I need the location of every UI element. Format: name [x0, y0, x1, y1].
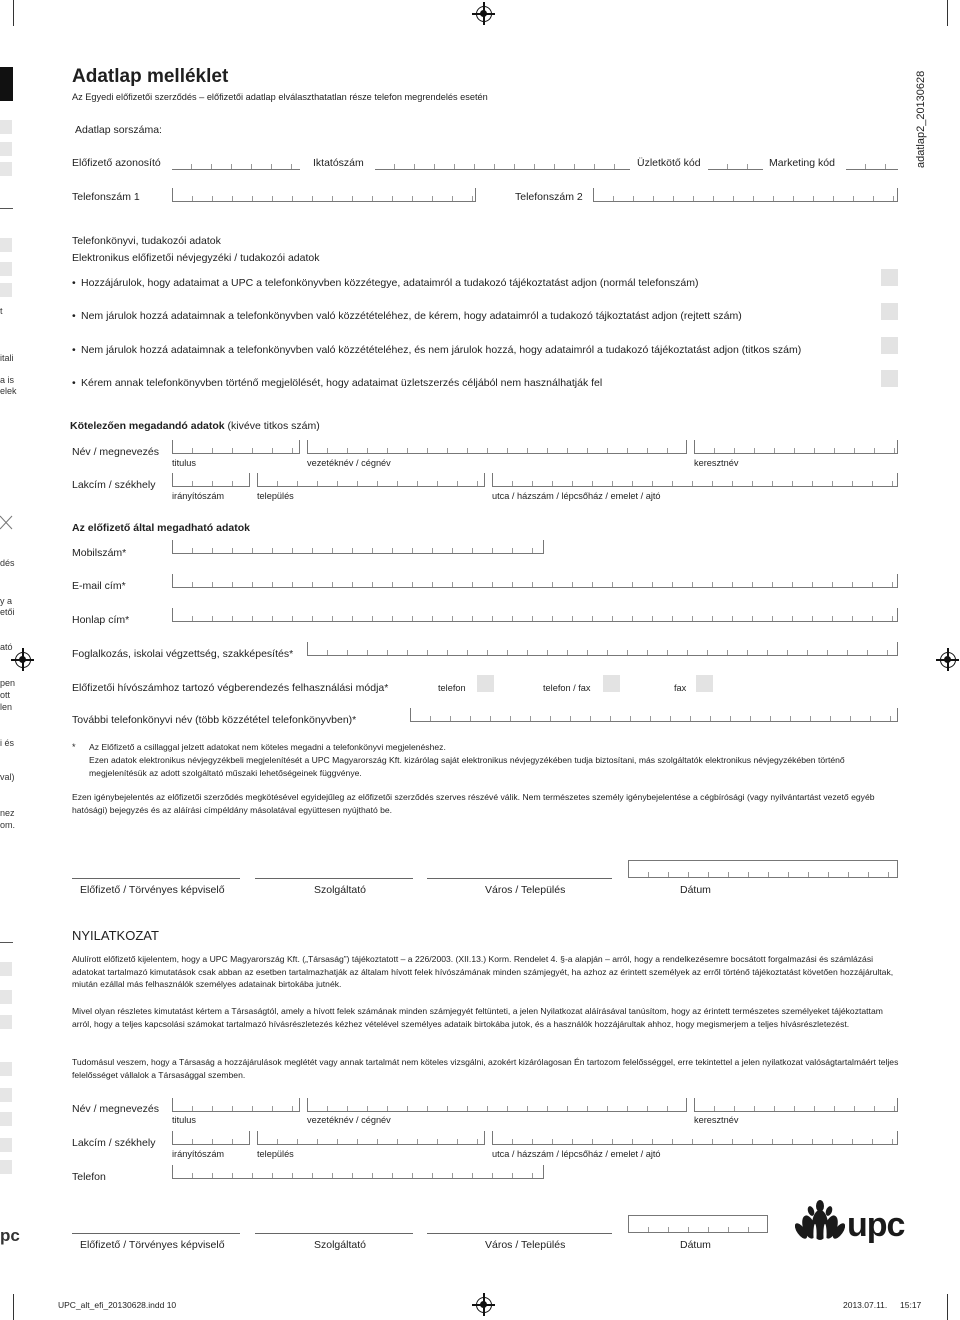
decl-date-signature-label: Dátum	[680, 1239, 711, 1251]
upc-flame-icon	[795, 1198, 845, 1250]
street-sublabel: utca / házszám / lépcsőház / emelet / ajtó	[492, 491, 661, 501]
margin-fragment: len	[0, 702, 13, 712]
declaration-paragraph-2: Mivel olyan részletes kimutatást kértem a Társaságtól, amely a hívott felek számának minden számjegyét feltünteti, a jelen Nyilatkozat aláírásával tanúsítom, hogy az érintett természetes személyeket tájékoztattam arról, hogy a teljes kapcsolási számokat tartalmazó hívásrészletezés kézhez vételével személyes adataik birtokába jutok, és a használók hozzájárultak ahhoz, hogy megismerjem a teljes hívásrészletezést.	[72, 1006, 883, 1029]
zip-field[interactable]	[172, 473, 250, 487]
margin-checkbox	[0, 120, 12, 134]
title-sublabel: titulus	[172, 458, 197, 468]
decl-address-label: Lakcím / székhely	[72, 1137, 156, 1149]
device-option-fax: fax	[674, 683, 687, 693]
dealer-code-field[interactable]	[708, 156, 763, 170]
decl-city-sublabel: település	[257, 1149, 294, 1159]
signature-line[interactable]	[427, 1211, 612, 1234]
previous-page-black-tab	[0, 67, 13, 101]
margin-checkbox	[0, 142, 12, 156]
note-3: Ezen igénybejelentés az előfizetői szerződés megkötésével egyidejűleg az előfizetői szerződés szerves részévé válik. Nem természetes személy igénybejelentése a cégbírósági (vagy nyilvántartást vezető egyéb hatósági) bejegyzés és az aláírási címpéldány másolatával együttesen nyújtható be.	[72, 792, 875, 815]
signature-line[interactable]	[427, 856, 612, 879]
crop-mark	[947, 0, 948, 26]
signature-line[interactable]	[255, 1211, 413, 1234]
margin-fragment: ató	[0, 642, 13, 652]
margin-checkbox	[0, 1160, 12, 1174]
declaration-paragraph-1: Alulírott előfizető kijelentem, hogy a UPC Magyarország Kft. („Társaság”) tájékoztatott – a 226/2003. (XII.13.) Korm. Rendelet 4. §-a alapján – arról, hogy a rendelkezésemre bocsátott forgalmazási és számlázási adatokat tartalmazó kimutatások csak abban az esetben tartalmazhatják az általam hívott felek hívószámának minden számjegyét, ha azhoz az érintett személyek az erről történő tájékoztatást követően hozzájárultak, miután ezállal más felhasználók személyes adatainak birtokába jutnék.	[72, 954, 894, 990]
device-option-phone: telefon	[438, 683, 466, 693]
extra-name-field[interactable]	[410, 708, 898, 722]
subscriber-id-label: Előfizető azonosító	[72, 157, 161, 169]
margin-fragment: y a	[0, 596, 13, 606]
decl-firstname-field[interactable]	[694, 1098, 898, 1112]
decl-city-field[interactable]	[257, 1131, 485, 1145]
email-field[interactable]	[172, 574, 898, 588]
crop-mark	[13, 0, 14, 26]
subscriber-id-field[interactable]	[172, 156, 300, 170]
decl-title-field[interactable]	[172, 1098, 300, 1112]
declaration-heading: NYILATKOZAT	[72, 928, 159, 943]
decl-subscriber-signature-label: Előfizető / Törvényes képviselő	[80, 1239, 225, 1251]
upc-logo-text: upc	[847, 1206, 905, 1244]
directory-option-secret: • Nem járulok hozzá adataimnak a telefonkönyvben való közzétételéhez, és nem járulok hozzá, hogy adataimról a tudakozó tájékoztatást adjon (titkos szám)	[81, 344, 801, 356]
margin-checkbox	[0, 962, 12, 976]
homepage-label: Honlap cím*	[72, 614, 130, 626]
registration-mark-icon	[476, 1297, 492, 1313]
decl-surname-field[interactable]	[307, 1098, 687, 1112]
mobile-field[interactable]	[172, 540, 544, 554]
margin-fragment: pc	[0, 1226, 20, 1245]
name-label: Név / megnevezés	[72, 446, 159, 458]
device-phone-fax-checkbox[interactable]	[603, 675, 620, 692]
address-label: Lakcím / székhely	[72, 479, 156, 491]
mandatory-heading-bold: Kötelezően megadandó adatok	[70, 420, 225, 432]
margin-fragment: nez	[0, 808, 15, 818]
serial-label: Adatlap sorszáma:	[75, 124, 162, 136]
crop-mark	[13, 1294, 14, 1320]
margin-fragment: om.	[0, 820, 16, 830]
city-field[interactable]	[257, 473, 485, 487]
firstname-field[interactable]	[694, 440, 898, 454]
title-field[interactable]	[172, 440, 300, 454]
margin-checkbox	[0, 262, 12, 276]
phone2-label: Telefonszám 2	[515, 191, 583, 203]
mandatory-heading	[70, 420, 320, 432]
registration-mark-icon	[476, 6, 492, 22]
margin-fragment: pen	[0, 678, 16, 688]
margin-fragment: elek	[0, 386, 17, 396]
date-field[interactable]	[628, 860, 898, 878]
margin-checkbox	[0, 1112, 12, 1126]
occupation-field[interactable]	[307, 642, 898, 656]
close-icon	[0, 515, 13, 531]
margin-checkbox	[0, 1138, 12, 1152]
margin-fragment: i és	[0, 738, 15, 748]
decl-street-sublabel: utca / házszám / lépcsőház / emelet / ajtó	[492, 1149, 661, 1159]
device-phone-checkbox[interactable]	[477, 675, 494, 692]
street-field[interactable]	[492, 473, 898, 487]
footer-filename: UPC_alt_efi_20130628.indd 10	[58, 1300, 177, 1310]
margin-checkbox	[0, 1015, 12, 1029]
margin-fragment: a is	[0, 375, 15, 385]
registration-mark-icon	[940, 652, 956, 668]
directory-subheading: Elektronikus előfizetői névjegyzéki / tudakozói adatok	[72, 252, 320, 264]
margin-fragment: itali	[0, 353, 14, 363]
margin-fragment: ott	[0, 690, 11, 700]
footer-time: 15:17	[900, 1300, 922, 1310]
filing-no-label: Iktatószám	[313, 157, 364, 169]
optional-heading: Az előfizető által megadható adatok	[72, 522, 250, 534]
extra-name-label: További telefonkönyvi név (több közzététel telefonkönyvben)*	[72, 714, 357, 726]
margin-checkbox	[0, 990, 12, 1004]
decl-phone-field[interactable]	[172, 1165, 544, 1179]
page-title: Adatlap melléklet	[72, 66, 229, 87]
margin-fragment: dés	[0, 558, 15, 568]
note-2: Ezen adatok elektronikus névjegyzékbeli megjelenítését a UPC Magyarország Kft. kizárólag saját elektronikus névjegyzékében tudja biztosítani, más szolgáltatók elektronikus névjegyzékében történő megjelenítésük az adott szolgáltató műszaki lehetőségeinek függvénye.	[89, 755, 845, 778]
date-signature-label: Dátum	[680, 884, 711, 896]
margin-fragment: etői	[0, 607, 15, 617]
footer-date: 2013.07.11.	[843, 1300, 888, 1310]
signature-line[interactable]	[255, 856, 413, 879]
decl-street-field[interactable]	[492, 1131, 898, 1145]
decl-city-signature-label: Város / Település	[485, 1239, 566, 1251]
decl-date-field[interactable]	[628, 1215, 768, 1233]
margin-rule	[0, 208, 13, 209]
subscriber-signature-label: Előfizető / Törvényes képviselő	[80, 884, 225, 896]
side-code: adatlap2_20130628	[915, 70, 927, 168]
upc-logo	[795, 1198, 905, 1250]
signature-line[interactable]	[72, 1211, 240, 1234]
decl-name-label: Név / megnevezés	[72, 1103, 159, 1115]
margin-checkbox	[0, 283, 12, 297]
directory-option-normal: • Hozzájárulok, hogy adataimat a UPC a telefonkönyvben közzétegye, adataimról a tudakozó tájékoztatást adjon (normál telefonszám)	[81, 277, 699, 289]
directory-option-hidden: • Nem járulok hozzá adataimnak a telefonkönyvben való közzétételéhez, de kérem, hogy adataimról a tudakozó tájkoztatást adjon (rejtett szám)	[81, 310, 742, 322]
marketing-code-label: Marketing kód	[769, 157, 835, 169]
page-subtitle: Az Egyedi előfizetői szerződés – előfizetői adatlap elválaszthatatlan része telefon megrendelés esetén	[72, 92, 488, 102]
phone1-label: Telefonszám 1	[72, 191, 140, 203]
homepage-field[interactable]	[172, 608, 898, 622]
decl-firstname-sublabel: keresztnév	[694, 1115, 739, 1125]
margin-checkbox	[0, 238, 12, 252]
decl-zip-sublabel: irányítószám	[172, 1149, 225, 1159]
margin-checkbox	[0, 1062, 12, 1076]
phone2-field[interactable]	[593, 188, 898, 202]
filing-no-field[interactable]	[375, 156, 630, 170]
directory-option-no-marketing-checkbox[interactable]	[881, 370, 898, 387]
directory-option-normal-checkbox[interactable]	[881, 269, 898, 286]
directory-option-hidden-checkbox[interactable]	[881, 303, 898, 320]
margin-checkbox	[0, 162, 12, 176]
occupation-label: Foglalkozás, iskolai végzettség, szakképesítés*	[72, 648, 294, 660]
device-usage-label: Előfizetői hívószámhoz tartozó végberendezés felhasználási módja*	[72, 682, 389, 694]
declaration-paragraph-3: Tudomásul veszem, hogy a Társaság a hozzájárulások meglétét vagy annak tartalmát nem köteles vizsgálni, azokért kizárólagosan Én tartozom felelősséggel, erre tekintettel a jelen nyilatkozat valóságtartalmáért teljes felelősséget vállalok a Társasággal szemben.	[72, 1057, 899, 1080]
mobile-label: Mobilszám*	[72, 547, 127, 559]
marketing-code-field[interactable]	[846, 156, 898, 170]
device-fax-checkbox[interactable]	[696, 675, 713, 692]
phone1-field[interactable]	[172, 188, 476, 202]
margin-fragment: t	[0, 306, 3, 316]
margin-fragment: val)	[0, 772, 15, 782]
zip-sublabel: irányítószám	[172, 491, 225, 501]
note-1: Az Előfizető a csillaggal jelzett adatokat nem köteles megadni a telefonkönyvi megjelenéshez.	[89, 742, 446, 752]
city-signature-label: Város / Település	[485, 884, 566, 896]
decl-surname-sublabel: vezetéknév / cégnév	[307, 1115, 391, 1125]
margin-rule	[0, 942, 13, 943]
registration-mark-icon	[15, 652, 31, 668]
margin-checkbox	[0, 1088, 12, 1102]
surname-field[interactable]	[307, 440, 687, 454]
email-label: E-mail cím*	[72, 580, 126, 592]
directory-heading: Telefonkönyvi, tudakozói adatok	[72, 235, 221, 247]
device-option-phone-fax: telefon / fax	[543, 683, 591, 693]
directory-option-no-marketing: • Kérem annak telefonkönyvben történő megjelölését, hogy adataimat üzletszerzés céljából nem használhatják fel	[81, 377, 602, 389]
decl-zip-field[interactable]	[172, 1131, 250, 1145]
mandatory-heading-rest: (kivéve titkos szám)	[224, 420, 320, 432]
crop-mark	[947, 1294, 948, 1320]
decl-phone-label: Telefon	[72, 1171, 106, 1183]
provider-signature-label: Szolgáltató	[314, 884, 366, 896]
decl-title-sublabel: titulus	[172, 1115, 197, 1125]
surname-sublabel: vezetéknév / cégnév	[307, 458, 391, 468]
dealer-code-label: Üzletkötő kód	[637, 157, 701, 169]
firstname-sublabel: keresztnév	[694, 458, 739, 468]
note-star: *	[72, 742, 76, 752]
signature-line[interactable]	[72, 856, 240, 879]
city-sublabel: település	[257, 491, 294, 501]
directory-option-secret-checkbox[interactable]	[881, 337, 898, 354]
decl-provider-signature-label: Szolgáltató	[314, 1239, 366, 1251]
